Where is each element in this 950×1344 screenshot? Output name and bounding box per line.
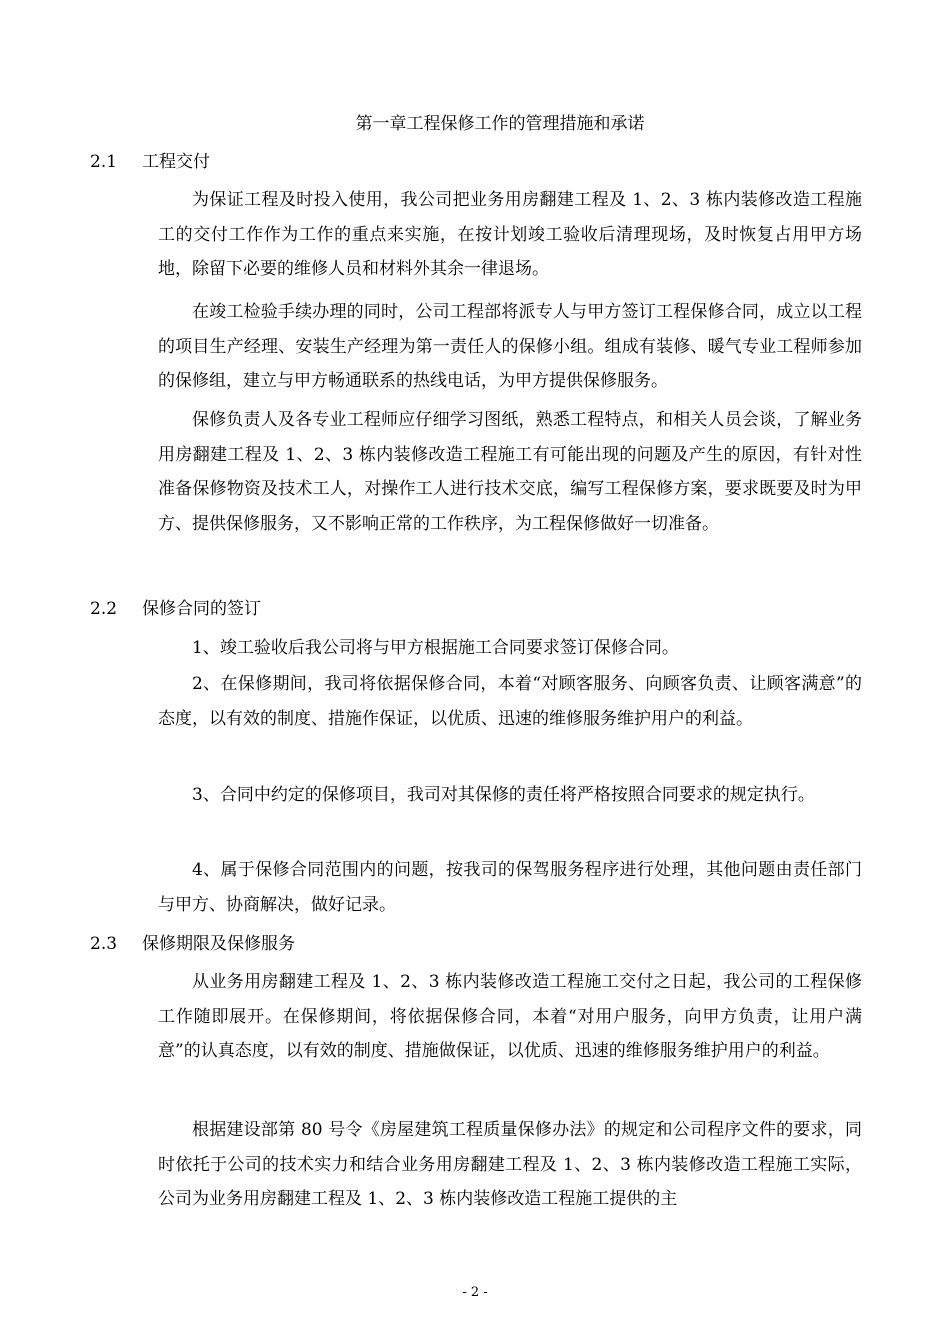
- paragraph: 3、合同中约定的保修项目，我司对其保修的责任将严格按照合同要求的规定执行。: [192, 785, 815, 805]
- section-title: 保修合同的签订: [142, 599, 261, 619]
- paragraph: 为保证工程及时投入使用，我公司把业务用房翻建工程及 1、2、3 栋内装修改造工程施工的交付工作作为工作的重点来实施，在按计划竣工验收后清理现场，及时恢复占用甲方场地，除留下必要的维修人员和材料外其余一律退场。: [158, 190, 862, 279]
- paragraph: 从业务用房翻建工程及 1、2、3 栋内装修改造工程施工交付之日起，我公司的工程保修工作随即展开。在保修期间，将依据保修合同，本着“对用户服务，向甲方负责，让用户满意”的认真态度，以有效的制度、措施做保证，以优质、迅速的维修服务维护用户的利益。: [158, 972, 862, 1061]
- paragraph: 1、竣工验收后我公司将与甲方根据施工合同要求签订保修合同。: [192, 638, 679, 658]
- section-title: 工程交付: [142, 152, 210, 172]
- chapter-title: 第一章工程保修工作的管理措施和承诺: [355, 114, 645, 134]
- paragraph: 保修负责人及各专业工程师应仔细学习图纸，熟悉工程特点，和相关人员会谈，了解业务用房翻建工程及 1、2、3 栋内装修改造工程施工有可能出现的问题及产生的原因，有针对性准备保修物资及技术工人，对操作工人进行技术交底，编写工程保修方案，要求既要及时为甲方、提供保修服务，又不影响正常的工作秩序，为工程保修做好一切准备。: [158, 410, 862, 534]
- section-heading-2-2: [90, 597, 261, 621]
- section-number: 2.3: [90, 934, 118, 954]
- section-number: 2.1: [90, 152, 118, 172]
- paragraph: 4、属于保修合同范围内的问题，按我司的保驾服务程序进行处理，其他问题由责任部门与甲方、协商解决，做好记录。: [158, 860, 862, 915]
- page-number: - 2 -: [462, 1285, 488, 1300]
- paragraph: 2、在保修期间，我司将依据保修合同，本着“对顾客服务、向顾客负责、让顾客满意”的态度，以有效的制度、措施作保证，以优质、迅速的维修服务维护用户的利益。: [158, 674, 862, 729]
- paragraph: 根据建设部第 80 号令《房屋建筑工程质量保修办法》的规定和公司程序文件的要求，同时依托于公司的技术实力和结合业务用房翻建工程及 1、2、3 栋内装修改造工程施工实际，公司为业务用房翻建工程及 1、2、3 栋内装修改造工程施工提供的主: [158, 1120, 862, 1209]
- section-heading-2-1: [90, 150, 210, 174]
- section-title: 保修期限及保修服务: [142, 934, 295, 954]
- section-number: 2.2: [90, 599, 118, 619]
- paragraph: 在竣工检验手续办理的同时，公司工程部将派专人与甲方签订工程保修合同，成立以工程的项目生产经理、安装生产经理为第一责任人的保修小组。组成有装修、暖气专业工程师参加的保修组，建立与甲方畅通联系的热线电话，为甲方提供保修服务。: [158, 302, 862, 391]
- section-heading-2-3: [90, 932, 295, 956]
